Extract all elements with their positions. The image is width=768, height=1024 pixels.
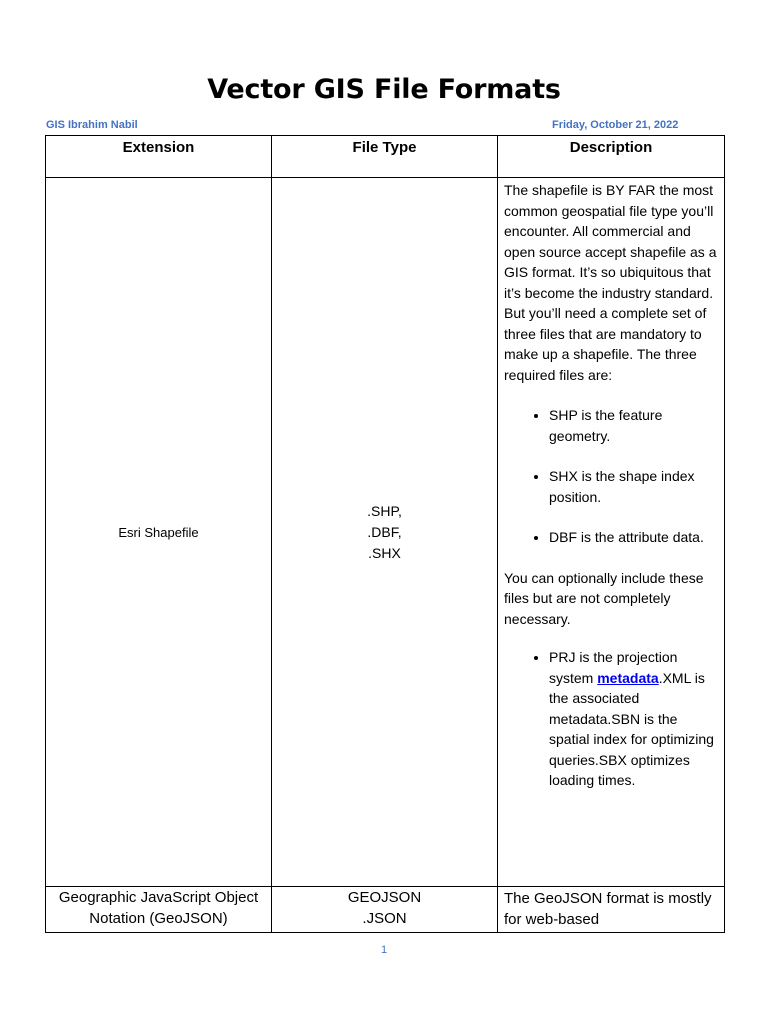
list-item: • SHP is the feature geometry.	[549, 405, 720, 446]
desc-optional-intro: You can optionally include these files but are not completely necessary.	[504, 569, 704, 627]
table-row	[46, 178, 725, 887]
desc-intro2: But you’ll need a complete set of three files that are mandatory to make up a shapefile. The three required files are:	[504, 305, 707, 383]
list-item: • DBF is the attribute data.	[549, 527, 720, 548]
optional-post-text: .XML is the associated metadata.SBN is the spatial index for optimizing queries.SBX optimizes loading times.	[549, 669, 714, 788]
extension-cell: Esri Shapefile	[46, 178, 272, 887]
description-cell	[498, 178, 725, 887]
list-item: • SHX is the shape index position.	[549, 466, 720, 507]
table-row	[46, 887, 725, 933]
required-files-list	[504, 405, 720, 446]
optional-files-list	[504, 647, 720, 791]
header-author: GIS Ibrahim Nabil	[46, 119, 138, 131]
file-type-geojson: GEOJSON	[347, 889, 422, 906]
document-title: Vector GIS File Formats	[207, 74, 561, 105]
file-type-shx: .SHX	[368, 544, 401, 561]
list-item	[549, 647, 720, 791]
optional-pre-text: PRJ is the projection system	[549, 649, 678, 686]
metadata-link[interactable]: metadata	[597, 669, 659, 686]
header-extension: Extension	[46, 136, 272, 178]
header-file-type: File Type	[272, 136, 498, 178]
page-number: 1	[380, 944, 388, 956]
file-type-shp: .SHP,	[367, 502, 402, 519]
file-type-cell	[272, 178, 498, 887]
description-cell: The GeoJSON format is mostly for web-based	[498, 887, 725, 933]
extension-cell: Geographic JavaScript Object Notation (GeoJSON)	[46, 887, 272, 933]
header-description: Description	[498, 136, 725, 178]
formats-table	[45, 135, 725, 933]
required-files-list-2	[504, 466, 720, 507]
header-date: Friday, October 21, 2022	[552, 119, 679, 131]
file-type-cell	[272, 887, 498, 933]
file-type-dbf: .DBF,	[367, 523, 402, 540]
desc-intro: The shapefile is BY FAR the most common geospatial file type you’ll encounter. All commercial and open source accept shapefile as a GIS format. It’s so ubiquitous that it’s become the industry standard.	[504, 182, 717, 301]
table-header-row	[46, 136, 725, 178]
required-files-list-3	[504, 527, 720, 548]
file-type-json: .JSON	[362, 910, 407, 927]
